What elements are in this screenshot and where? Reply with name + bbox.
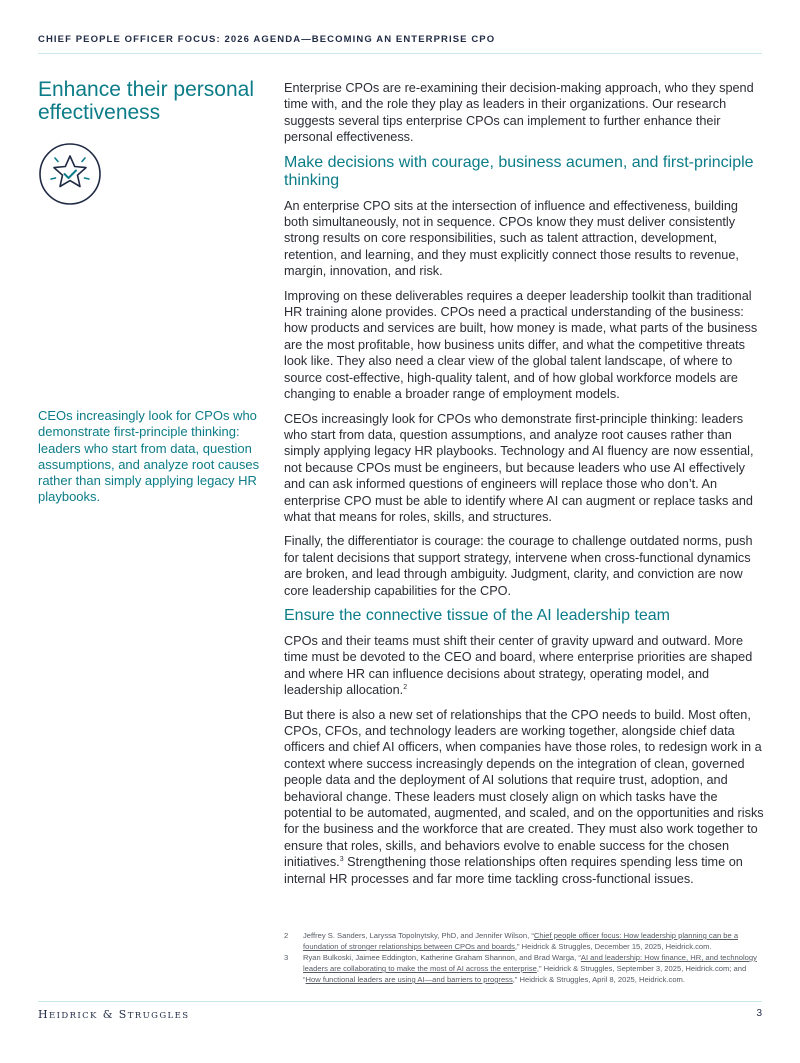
footnote-authors: Jeffrey S. Sanders, Laryssa Topolnytsky, PhD, and Jennifer Wilson, “	[303, 931, 534, 940]
footnote-source: ,” Heidrick & Struggles, December 15, 2025, Heidrick.com.	[514, 942, 712, 951]
paragraph: An enterprise CPO sits at the intersection of influence and effectiveness, building both simultaneously, not in sequence. CPOs know they must deliver consistently strong results on core responsibilities, such as talent attraction, development, retention, and learning, and they must explicitly connect those results to revenue, margin, innovation, and risk.	[284, 198, 739, 279]
pull-quote: CEOs increasingly look for CPOs who demonstrate first-principle thinking: leaders who start from data, question assumptions, and analyze root causes rather than simply applying legacy HR playbooks.	[38, 408, 260, 505]
running-header: CHIEF PEOPLE OFFICER FOCUS: 2026 AGENDA—BECOMING AN ENTERPRISE CPO	[38, 34, 496, 45]
footnote-text	[303, 952, 762, 985]
footnote-source: ,” Heidrick & Struggles, April 8, 2025, Heidrick.com.	[512, 975, 685, 984]
main-column	[284, 80, 764, 895]
star-check-icon	[38, 142, 102, 206]
footnote-link[interactable]: AI and leadership: How finance, HR, and technology leaders are collaborating to make the most of AI across the enterprise	[303, 953, 757, 973]
heidrick-struggles-logo: HEIDRICK & STRUGGLES	[38, 1008, 190, 1021]
footnotes	[284, 930, 762, 985]
subheading-decisions: Make decisions with courage, business acumen, and first-principle thinking	[284, 153, 754, 189]
subheading-connective-tissue: Ensure the connective tissue of the AI leadership team	[284, 606, 671, 624]
header-divider	[38, 53, 762, 54]
footer-divider	[38, 1001, 762, 1002]
footnote	[284, 930, 762, 952]
footnote	[284, 952, 762, 985]
paragraph-text: CPOs and their teams must shift their center of gravity upward and outward. More time must be devoted to the CEO and board, where enterprise priorities are shaped and where HR can influence decisions about strategy, operating model, and leadership allocation.	[284, 633, 753, 698]
footnote-authors: Ryan Bulkoski, Jaimee Eddington, Katherine Graham Shannon, and Brad Warga, “	[303, 953, 581, 962]
paragraph-text: But there is also a new set of relationships that the CPO needs to build. Most often, CPOs, CFOs, and technology leaders are working together, alongside chief data officers and chief AI officers, when companies have those roles, to redesign work in a context where success increasingly depends on the integration of clean, governed people data and the deployment of AI solutions that require trust, adoption, and behavioral change. These leaders must closely align on which tasks have the potential to be automated, augmented, and scaled, and on the opportunities and risks for the business and the workforce that are created. They must also work together to ensure that roles, skills, and behaviors evolve to enable success for the chosen initiatives.	[284, 707, 764, 870]
footnote-link[interactable]: Chief people officer focus: How leadership planning can be a foundation of stronger relationships between CPOs and boards	[303, 931, 739, 951]
intro-paragraph: Enterprise CPOs are re-examining their decision-making approach, who they spend time with, and the role they play as leaders in their organizations. Our research suggests several tips enterprise CPOs can implement to further enhance their personal effectiveness.	[284, 81, 754, 145]
footnote-number: 2	[284, 931, 289, 940]
footnote-ref[interactable]: 3	[339, 856, 344, 864]
page-number: 3	[756, 1008, 762, 1019]
footnote-source: ,” Heidrick & Struggles, September 3, 2025, Heidrick.com; and “	[303, 964, 747, 984]
footnote-text	[303, 930, 762, 952]
section-heading: Enhance their personal effectiveness	[38, 78, 254, 124]
footnote-link[interactable]: How functional leaders are using AI—and barriers to progress	[305, 975, 513, 984]
paragraph-text: Strengthening those relationships often requires spending less time on internal HR processes and far more time tackling cross-functional issues.	[284, 855, 743, 886]
paragraph: CEOs increasingly look for CPOs who demonstrate first-principle thinking: leaders who start from data, question assumptions, and analyze root causes rather than simply applying legacy HR playbooks. Technology and AI fluency are now essential, not because CPOs must be engineers, but because leaders who use AI effectively and can ask informed questions of engineers will replace those who don’t. An enterprise CPO must be able to identify where AI can augment or replace tasks and what that means for roles, skills, and structures.	[284, 411, 754, 524]
footnote-ref[interactable]: 2	[403, 683, 408, 691]
paragraph	[284, 633, 764, 699]
paragraph	[284, 707, 764, 887]
paragraph: Improving on these deliverables requires a deeper leadership toolkit than traditional HR training alone provides. CPOs need a practical understanding of the business: how products and services are built, how money is made, what parts of the business are the most profitable, how business units differ, and what the competitive threats look like. They also need a clear view of the global talent landscape, of where to source cost-effective, high-quality talent, and of how global workforce models are changing to enable a broader range of employment models.	[284, 288, 758, 402]
paragraph: Finally, the differentiator is courage: the courage to challenge outdated norms, push for talent decisions that support strategy, intervene when cross-functional dynamics are broken, and lead through ambiguity. Judgment, clarity, and conviction are now core leadership capabilities for the CPO.	[284, 534, 753, 598]
left-column	[38, 78, 263, 124]
footnote-number: 3	[284, 953, 289, 962]
